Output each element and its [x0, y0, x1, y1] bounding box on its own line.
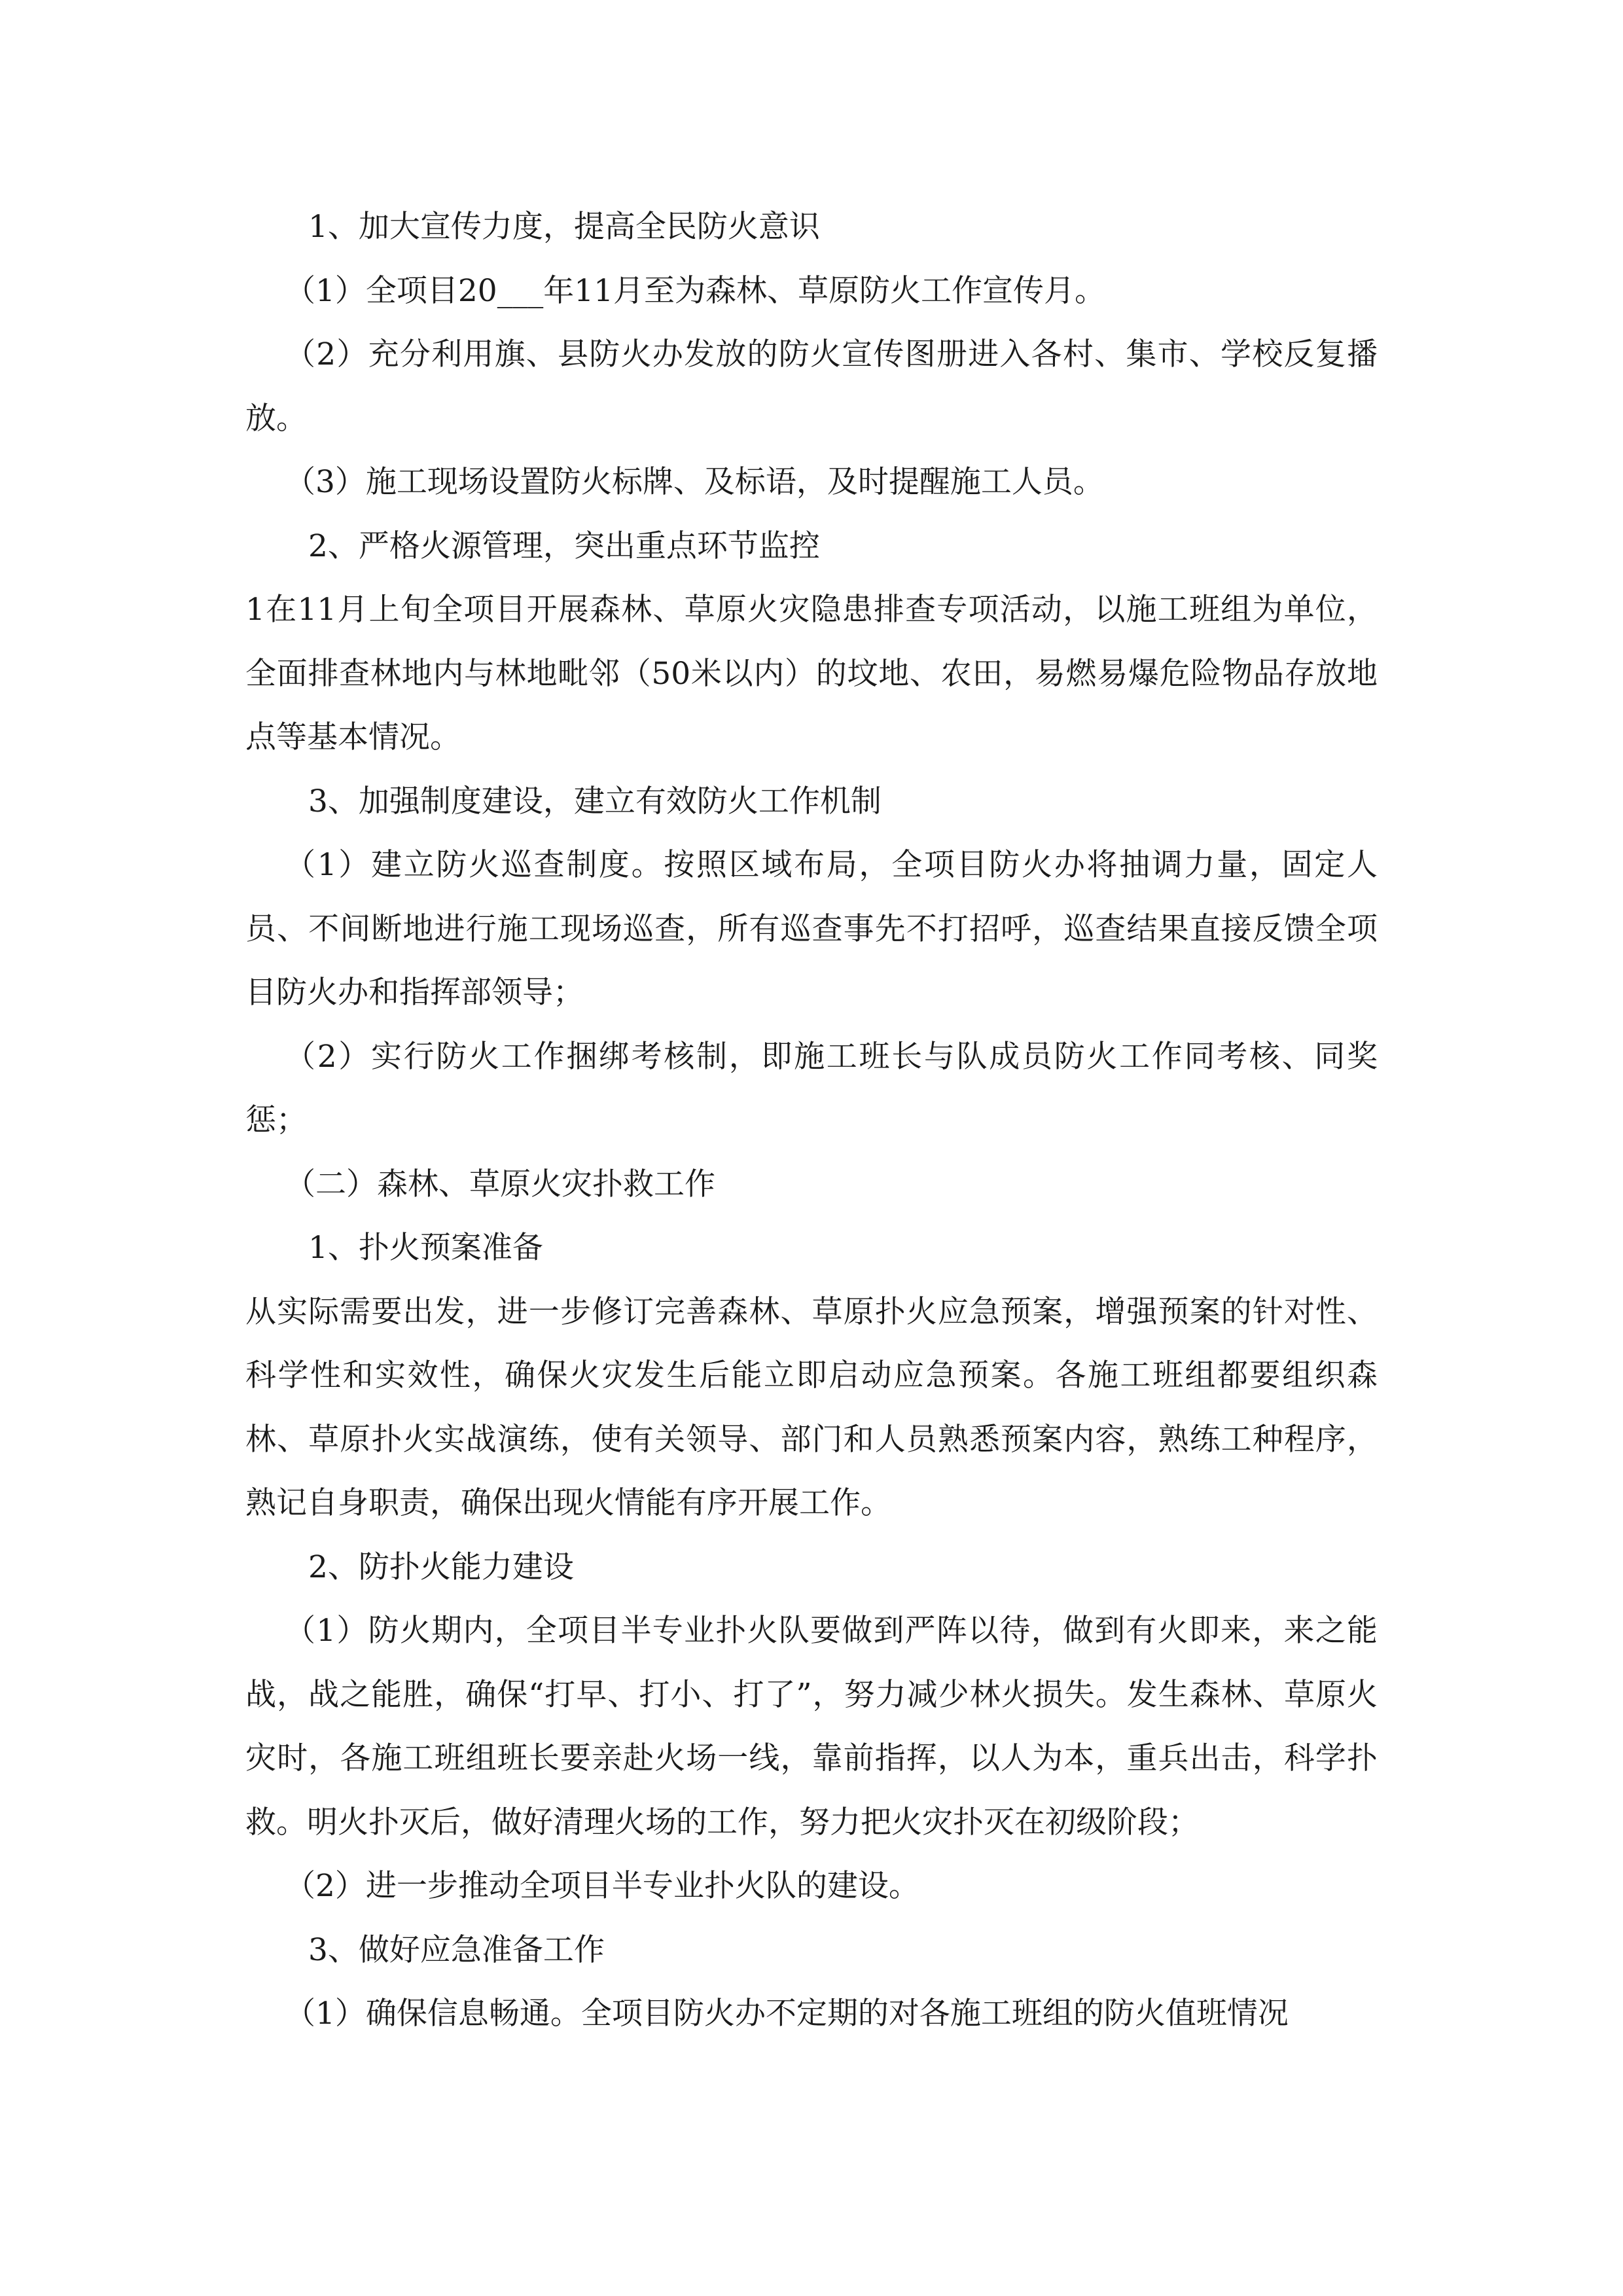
- heading-publicity: 1、加大宣传力度，提高全民防火意识: [308, 209, 820, 245]
- heading-emergency-plan: 1、扑火预案准备: [308, 1230, 543, 1266]
- paragraph-fire-team-readiness: （1）防火期内，全项目半专业扑火队要做到严阵以待，做到有火即来，来之能战，战之能胜，确保“打早、打小、打了”，努力减少林火损失。发生森林、草原火灾时，各施工班组班长要亲赴火场一线，靠前指挥，以人为本，重兵出击，科学扑救。明火扑灭后，做好清理火场的工作，努力把火灾扑灭在初级阶段；: [245, 1613, 1378, 1840]
- paragraph-hazard-inspection: 1在11月上旬全项目开展森林、草原火灾隐患排查专项活动，以施工班组为单位，全面排查林地内与林地毗邻（50米以内）的坟地、农田，易燃易爆危险物品存放地点等基本情况。: [245, 592, 1378, 755]
- paragraph-publicity-3: （3）施工现场设置防火标牌、及标语，及时提醒施工人员。: [285, 464, 1104, 500]
- paragraph-assessment-system: （2）实行防火工作捆绑考核制，即施工班长与队成员防火工作同考核、同奖惩；: [245, 1038, 1378, 1138]
- paragraph-publicity-2: （2）充分利用旗、县防火办发放的防火宣传图册进入各村、集市、学校反复播放。: [245, 336, 1378, 437]
- section-heading-fire-fighting: （二）森林、草原火灾扑救工作: [285, 1166, 715, 1202]
- heading-emergency-preparation: 3、做好应急准备工作: [308, 1931, 605, 1968]
- heading-capacity-building: 2、防扑火能力建设: [308, 1549, 574, 1585]
- document-body: [245, 195, 1378, 2046]
- paragraph-emergency-plan: 从实际需要出发，进一步修订完善森林、草原扑火应急预案，增强预案的针对性、科学性和实效性，确保火灾发生后能立即启动应急预案。各施工班组都要组织森林、草原扑火实战演练，使有关领导、部门和人员熟悉预案内容，熟练工种程序，熟记自身职责，确保出现火情能有序开展工作。: [245, 1293, 1378, 1521]
- paragraph-information-flow: （1）确保信息畅通。全项目防火办不定期的对各施工班组的防火值班情况: [285, 1996, 1289, 2032]
- paragraph-fire-team-building: （2）进一步推动全项目半专业扑火队的建设。: [285, 1868, 919, 1904]
- paragraph-publicity-1: （1）全项目20___年11月至为森林、草原防火工作宣传月。: [285, 272, 1106, 309]
- heading-system-building: 3、加强制度建设，建立有效防火工作机制: [308, 783, 882, 819]
- paragraph-patrol-system: （1）建立防火巡查制度。按照区域布局，全项目防火办将抽调力量，固定人员、不间断地进行施工现场巡查，所有巡查事先不打招呼，巡查结果直接反馈全项目防火办和指挥部领导；: [245, 847, 1378, 1011]
- heading-fire-source: 2、严格火源管理，突出重点环节监控: [308, 528, 820, 564]
